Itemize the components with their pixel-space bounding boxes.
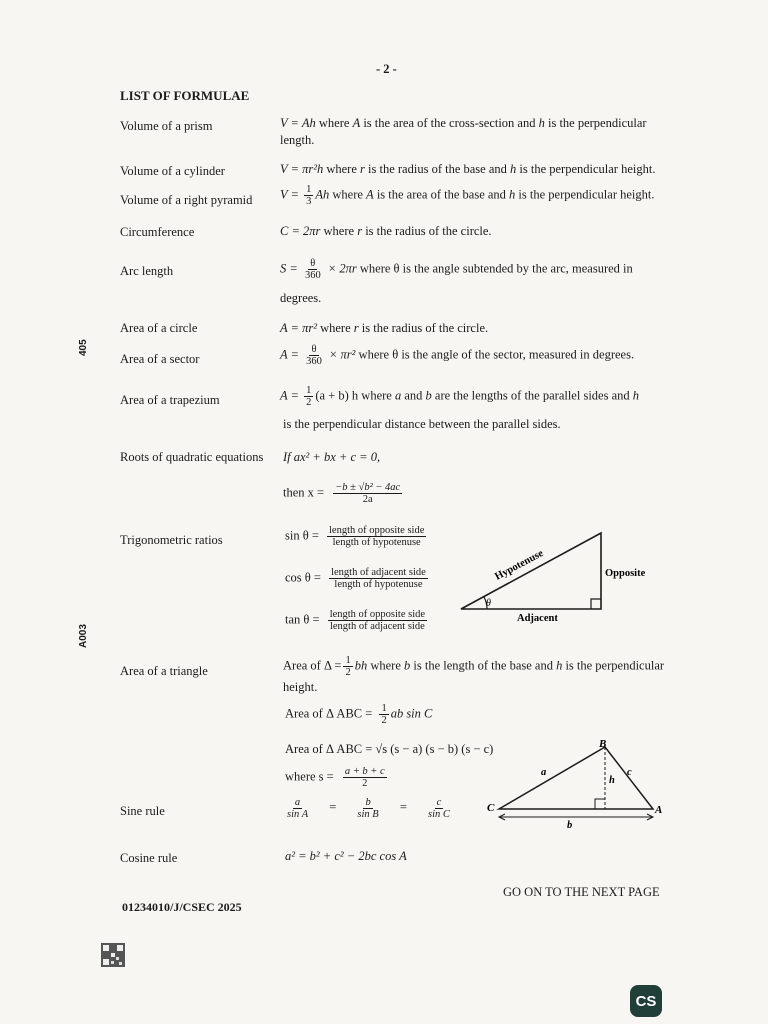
numerator: length of opposite side [329,609,426,620]
hypotenuse-label: Hypotenuse [493,548,546,583]
label-sine-rule: Sine rule [120,804,165,818]
formula-arc-length [280,258,633,281]
fraction [333,482,402,505]
formula-tan [285,609,429,632]
formula-area-trapezium-cont: is the perpendicular distance between the parallel sides. [283,417,561,431]
label-area-sector: Area of a sector [120,352,200,366]
numerator: length of opposite side [329,525,425,536]
denominator: 2 [345,667,351,679]
label-arc-length: Arc length [120,264,174,278]
text: where [358,388,395,403]
lhs: cos θ = [285,570,321,585]
var: r [357,224,363,238]
fraction [343,655,352,678]
lhs: S = [280,261,298,276]
lhs: Area of Δ = [283,658,342,673]
formula-volume-prism [280,116,647,131]
numerator: −b ± √b² − 4ac [335,482,401,493]
vertex-a-label: A [655,804,663,816]
label-area-trapezium: Area of a trapezium [120,393,220,407]
var: r [353,321,359,335]
formula-text: C = 2πr [280,224,321,238]
fraction [426,797,452,820]
denominator: 3 [306,196,312,208]
text: is the length of the base and [410,658,557,673]
fraction [304,344,324,367]
denominator: 2 [306,397,312,409]
fraction [303,258,323,281]
denominator: 2a [362,494,373,506]
badge-text: CS [635,992,657,1010]
lhs: then x = [283,485,325,500]
formula-quadratic-line2 [283,482,404,505]
text: where [367,658,405,673]
formula-cosine-rule: a² = b² + c² − 2bc cos A [285,849,407,863]
rhs: Ah [315,187,330,202]
equals: = [399,800,407,815]
label-quadratic-roots: Roots of quadratic equations [120,450,264,464]
side-a-label: a [541,767,547,778]
formula-text: A = πr² [280,321,317,335]
fraction [304,385,313,408]
vertex-c-label: C [487,802,495,814]
var: h [510,162,517,176]
numerator: 1 [345,655,351,666]
theta-label: θ [486,598,491,609]
side-c-label: c [627,767,632,778]
var: h [509,187,516,202]
numerator: θ [310,258,316,269]
lhs: sin θ = [285,528,319,543]
fraction [355,797,380,820]
var: h [538,116,545,130]
page-number: - 2 - [376,62,397,76]
formula-volume-prism-cont: length. [280,133,315,147]
fraction [304,184,313,207]
text: where [323,162,361,176]
var: a [394,388,402,403]
right-angle-mark [595,799,605,809]
rhs: ab sin C [390,706,433,721]
fraction [328,609,427,632]
var: A [352,116,361,130]
label-volume-cylinder: Volume of a cylinder [120,164,225,178]
qr-code-icon [101,943,125,967]
denominator: length of adjacent side [329,621,425,633]
page-title: LIST OF FORMULAE [120,88,250,103]
denominator: 2 [362,778,368,790]
rhs: bh [354,658,368,673]
text: is the area of the cross-section and [360,116,539,130]
side-b-label: b [567,820,573,830]
lhs: V = [280,187,299,202]
text: is the perpendicular height. [516,162,656,176]
formula-triangle-line1 [283,655,664,678]
equals: = [329,800,337,815]
fraction [327,525,426,548]
formula-area-circle [280,321,488,336]
camscanner-badge-icon [630,985,662,1017]
lhs: Area of Δ ABC = [285,706,373,721]
var: h [632,388,640,403]
formula-quadratic-line1: If ax² + bx + c = 0, [283,450,381,464]
var: b [425,388,432,403]
formula-sine-rule [283,797,454,820]
formula-circumference [280,224,492,239]
text: where θ is the angle of the sector, measured in degrees. [355,347,635,362]
paper-code: 01234010/J/CSEC 2025 [122,900,242,914]
text: is the radius of the circle. [362,224,492,238]
numerator: c [436,797,442,808]
vertex-b-label: B [599,738,607,750]
var: A [366,187,374,202]
text: where [320,224,358,238]
var: r [360,162,365,176]
denominator: sin C [428,809,450,821]
text: where [316,321,354,335]
formula-sin [285,525,428,548]
opposite-label: Opposite [605,568,646,579]
denominator: sin A [287,809,309,821]
label-volume-pyramid: Volume of a right pyramid [120,193,253,207]
rhs: (a + b) h [315,388,359,403]
formula-arc-length-cont: degrees. [280,291,322,305]
next-page-notice: GO ON TO THE NEXT PAGE [503,885,660,899]
text: is the perpendicular [562,658,665,673]
lhs: where s = [285,769,334,784]
label-cosine-rule: Cosine rule [120,851,178,865]
fraction [285,797,310,820]
formula-triangle-line1-cont: height. [283,680,318,694]
text: where [329,187,367,202]
denominator: length of hypotenuse [334,579,423,591]
numerator: a + b + c [344,766,385,777]
formula-triangle-line2 [285,703,432,726]
denominator: 2 [381,715,387,727]
right-angle-mark [591,599,601,609]
fraction [329,567,428,590]
formula-area-trapezium [280,385,639,408]
label-trig-ratios: Trigonometric ratios [120,533,223,547]
var: b [404,658,411,673]
fraction [343,766,387,789]
denominator: 360 [306,356,322,368]
numerator: a [294,797,301,808]
numerator: b [365,797,371,808]
numerator: 1 [306,184,312,195]
side-code-top: 405 [78,339,89,356]
formula-triangle-heron: Area of Δ ABC = √s (s − a) (s − b) (s − c) [285,742,494,756]
rhs: × πr² [325,347,356,362]
lhs: tan θ = [285,612,320,627]
formula-volume-pyramid [280,184,655,207]
text: is the radius of the circle. [358,321,489,335]
label-volume-prism: Volume of a prism [120,119,213,133]
triangle-abc-outline [499,747,653,809]
formula-cos [285,567,430,590]
var: h [556,658,563,673]
formula-area-sector [280,344,634,367]
side-code-bottom: A003 [78,624,89,648]
label-circumference: Circumference [120,225,195,239]
numerator: length of adjacent side [331,567,426,578]
numerator: 1 [306,385,312,396]
triangle-outline [461,533,601,609]
text: and [401,388,426,403]
formula-text: V = πr²h [280,162,324,176]
text: where θ is the angle subtended by the arc, measured in [356,261,633,276]
numerator: 1 [381,703,387,714]
denominator: sin B [357,809,379,821]
formula-text: V = Ah [280,116,316,130]
rhs: × 2πr [324,261,357,276]
formula-triangle-semiperimeter [285,766,389,789]
lhs: A = [280,388,299,403]
label-area-triangle: Area of a triangle [120,664,208,678]
denominator: length of hypotenuse [332,537,421,549]
label-area-circle: Area of a circle [120,321,198,335]
fraction [379,703,388,726]
numerator: θ [311,344,317,355]
adjacent-label: Adjacent [517,613,558,624]
text: where [315,116,353,130]
text: are the lengths of the parallel sides and [431,388,633,403]
text: is the perpendicular [544,116,647,130]
text: is the radius of the base and [364,162,511,176]
lhs: A = [280,347,299,362]
right-triangle-diagram [455,525,675,630]
formula-volume-cylinder [280,162,655,177]
denominator: 360 [304,270,321,282]
text: is the area of the base and [373,187,510,202]
triangle-abc-diagram [485,735,670,830]
height-h-label: h [609,775,615,786]
text: is the perpendicular height. [515,187,655,202]
